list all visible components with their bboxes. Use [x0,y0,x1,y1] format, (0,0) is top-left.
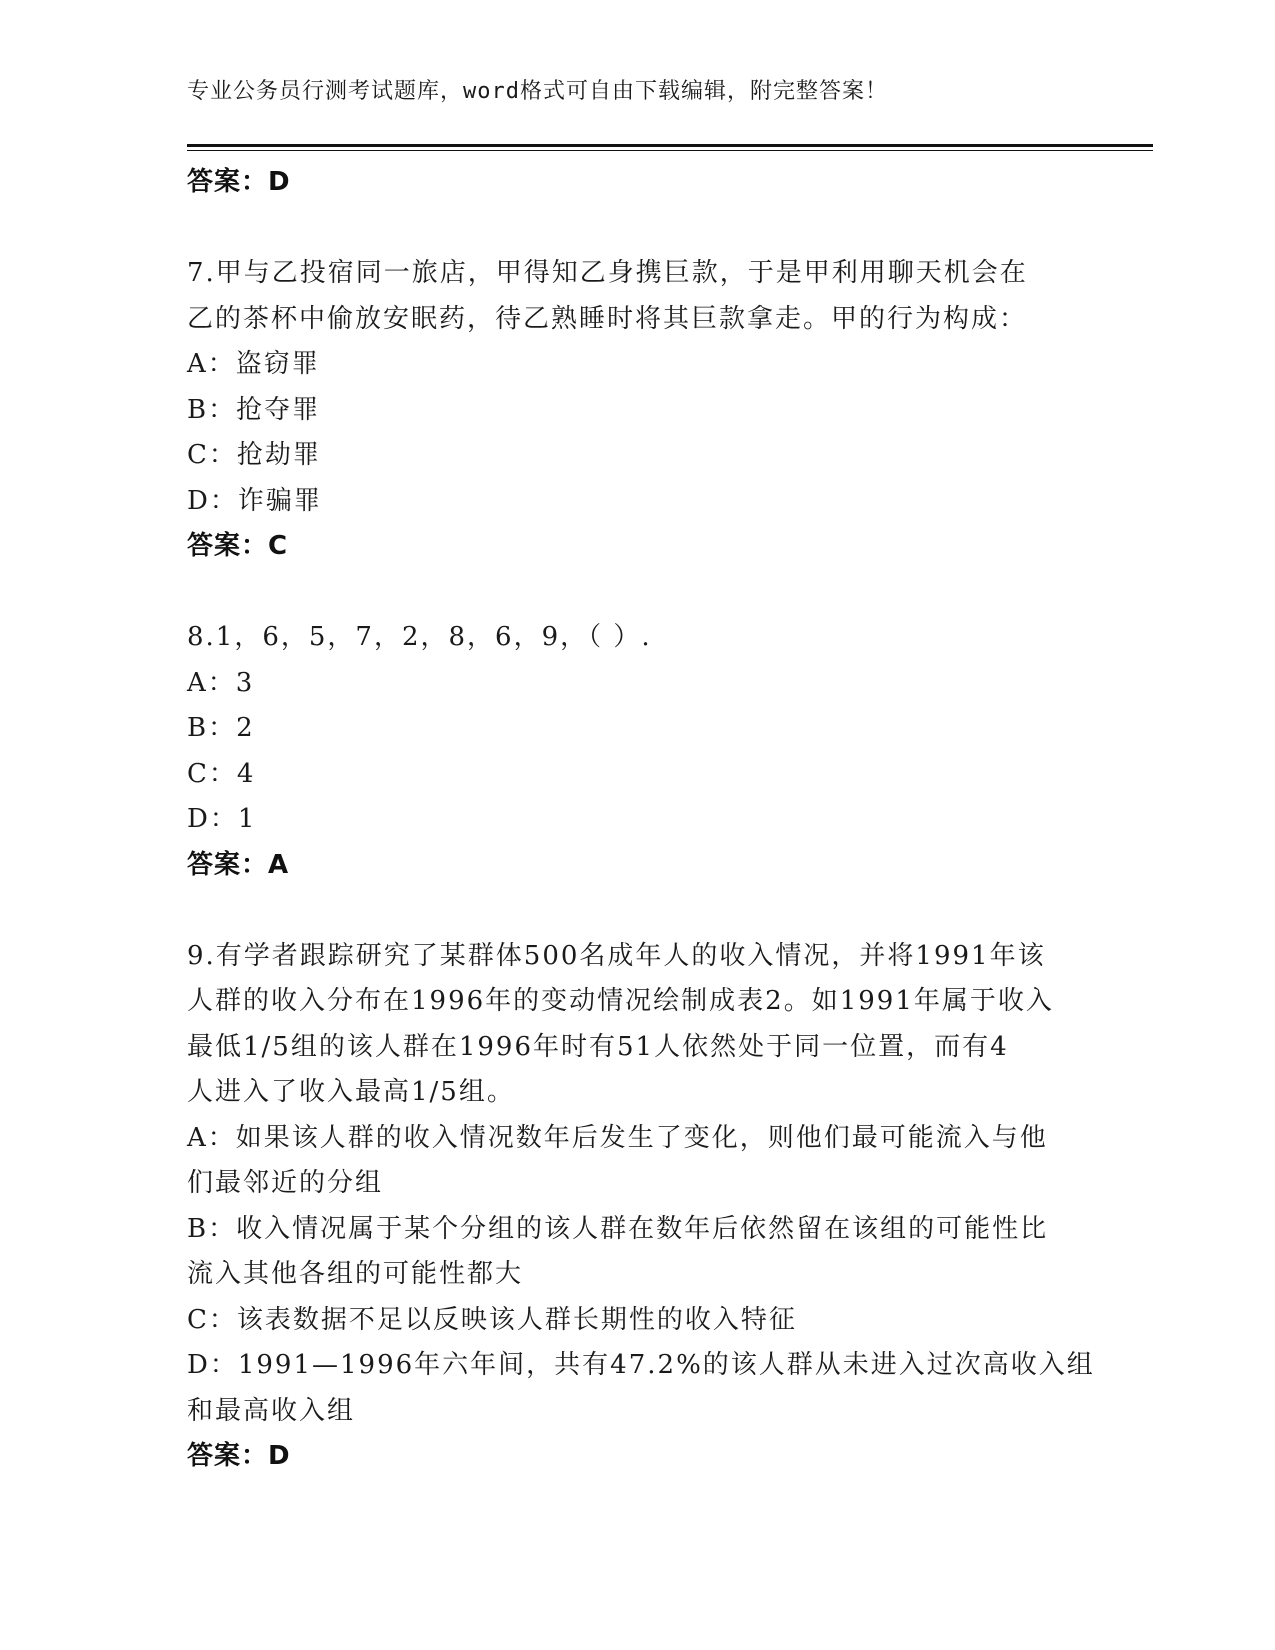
option-a: A：盗窃罪 [187,349,320,379]
option-b: B：2 [187,713,255,743]
question-stem-line: 乙的茶杯中偷放安眠药，待乙熟睡时将其巨款拿走。甲的行为构成： [187,303,1028,334]
spacer [187,888,1087,934]
header-rule-thin [187,150,1153,151]
option-d: D：1991—1996年六年间，共有47.2%的该人群从未进入过次高收入组 [187,1350,1095,1380]
answer: 答案：D [187,1441,291,1471]
question-9 [187,934,1095,1480]
option-a: A：3 [187,667,255,698]
spacer [187,570,1087,616]
answer: 答案：C [187,531,289,561]
question-content [187,160,1095,1480]
question-8 [187,615,1087,888]
page-header: 专业公务员行测考试题库，word格式可自由下载编辑，附完整答案！ [187,79,888,104]
option-d-continued: 和最高收入组 [187,1395,356,1426]
question-stem-line: 人群的收入分布在1996年的变动情况绘制成表2。如1991年属于收入 [187,986,1054,1016]
option-c: C：抢劫罪 [187,440,321,470]
spacer [187,206,1087,252]
option-b: B：收入情况属于某个分组的该人群在数年后依然留在该组的可能性比 [187,1213,1049,1244]
option-a: A：如果该人群的收入情况数年后发生了变化，则他们最可能流入与他 [187,1122,1048,1153]
option-b-continued: 流入其他各组的可能性都大 [187,1259,524,1289]
question-stem-line: 9.有学者跟踪研究了某群体500名成年人的收入情况，并将1991年该 [187,940,1046,971]
option-a-continued: 们最邻近的分组 [187,1168,384,1198]
previous-answer: 答案：D [187,167,291,197]
header-rule-thick [187,144,1153,147]
option-b: B：抢夺罪 [187,394,321,425]
answer: 答案：A [187,849,290,880]
question-7 [187,251,1087,570]
question-stem-line: 7.甲与乙投宿同一旅店，甲得知乙身携巨款，于是甲利用聊天机会在 [187,258,1028,288]
question-stem-line: 最低1/5组的该人群在1996年时有51人依然处于同一位置，而有4 [187,1031,1009,1062]
option-d: D：1 [187,804,257,834]
option-c: C：该表数据不足以反映该人群长期性的收入特征 [187,1304,797,1335]
option-d: D：诈骗罪 [187,485,322,516]
option-c: C：4 [187,758,256,789]
question-stem-line: 人进入了收入最高1/5组。 [187,1077,515,1107]
question-stem-line: 8.1，6，5，7，2，8，6，9，（ ）. [187,622,652,652]
